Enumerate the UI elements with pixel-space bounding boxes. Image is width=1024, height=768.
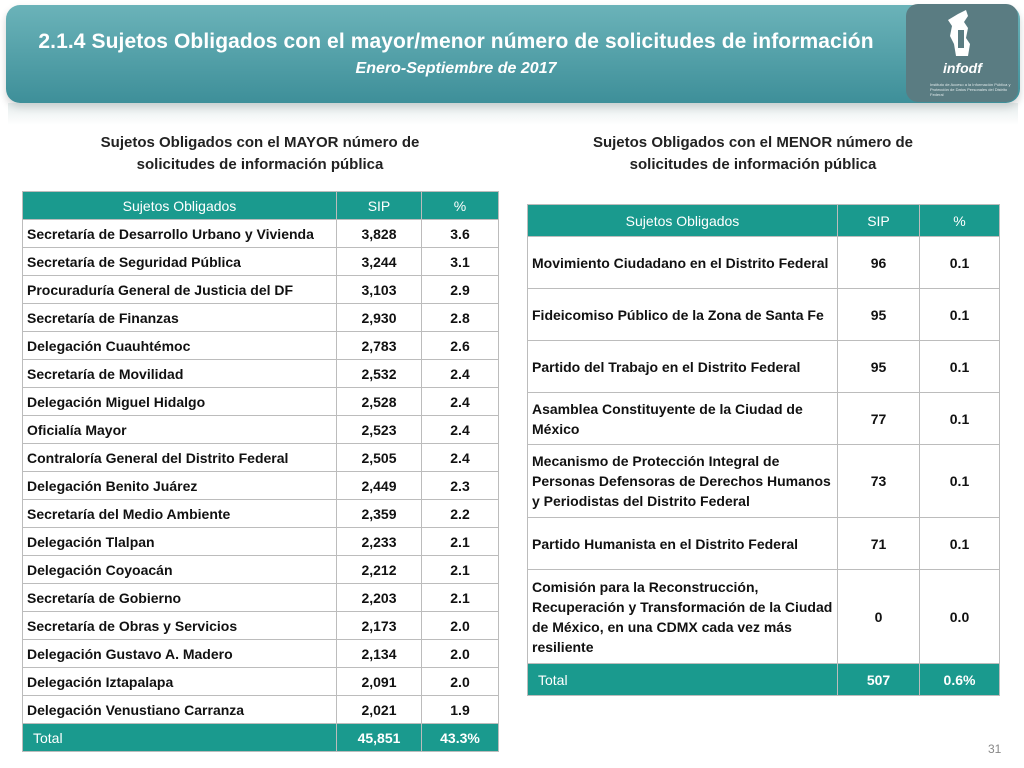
sip-cell: 3,244	[337, 248, 422, 276]
percent-cell: 0.1	[920, 445, 1000, 518]
table-row	[528, 518, 1000, 570]
percent-cell: 1.9	[422, 696, 499, 724]
sip-cell: 0	[838, 570, 920, 664]
table-row	[23, 220, 499, 248]
table-row	[23, 444, 499, 472]
entity-cell: Delegación Miguel Hidalgo	[23, 388, 337, 416]
percent-cell: 0.0	[920, 570, 1000, 664]
entity-cell: Delegación Iztapalapa	[23, 668, 337, 696]
percent-cell: 2.1	[422, 528, 499, 556]
sip-cell: 71	[838, 518, 920, 570]
sip-cell: 2,449	[337, 472, 422, 500]
entity-cell: Secretaría de Obras y Servicios	[23, 612, 337, 640]
entity-cell: Secretaría de Desarrollo Urbano y Vivienda	[23, 220, 337, 248]
entity-cell: Movimiento Ciudadano en el Distrito Federal	[528, 237, 838, 289]
entity-cell: Delegación Venustiano Carranza	[23, 696, 337, 724]
entity-cell: Delegación Benito Juárez	[23, 472, 337, 500]
percent-cell: 2.1	[422, 584, 499, 612]
left-title-line1: Sujetos Obligados con el MAYOR número de	[100, 134, 420, 151]
sip-cell: 2,359	[337, 500, 422, 528]
sip-cell: 95	[838, 341, 920, 393]
top-entities-table	[22, 191, 499, 752]
entity-cell: Delegación Cuauhtémoc	[23, 332, 337, 360]
table-row	[23, 584, 499, 612]
percent-cell: 2.0	[422, 668, 499, 696]
sip-cell: 2,203	[337, 584, 422, 612]
percent-cell: 2.4	[422, 388, 499, 416]
sip-cell: 3,828	[337, 220, 422, 248]
total-sip: 507	[838, 664, 920, 696]
page-subtitle: Enero-Septiembre de 2017	[355, 60, 557, 77]
percent-cell: 2.4	[422, 416, 499, 444]
logo-text: infodf	[943, 60, 982, 76]
table-row	[23, 500, 499, 528]
percent-cell: 2.4	[422, 360, 499, 388]
percent-cell: 2.4	[422, 444, 499, 472]
table-row	[23, 276, 499, 304]
table-row	[23, 416, 499, 444]
percent-cell: 2.2	[422, 500, 499, 528]
sip-cell: 2,505	[337, 444, 422, 472]
sip-cell: 2,930	[337, 304, 422, 332]
total-row	[528, 664, 1000, 696]
entity-cell: Secretaría de Seguridad Pública	[23, 248, 337, 276]
percent-cell: 3.1	[422, 248, 499, 276]
total-row	[23, 724, 499, 752]
table-row	[23, 360, 499, 388]
entity-cell: Delegación Gustavo A. Madero	[23, 640, 337, 668]
table-header-row	[528, 205, 1000, 237]
left-section-title	[22, 132, 498, 176]
total-sip: 45,851	[337, 724, 422, 752]
sip-cell: 2,212	[337, 556, 422, 584]
column-header-sip: SIP	[337, 192, 422, 220]
entity-cell: Contraloría General del Distrito Federal	[23, 444, 337, 472]
entity-cell: Delegación Tlalpan	[23, 528, 337, 556]
percent-cell: 0.1	[920, 518, 1000, 570]
sip-cell: 2,134	[337, 640, 422, 668]
sip-cell: 2,173	[337, 612, 422, 640]
percent-cell: 0.1	[920, 237, 1000, 289]
sip-cell: 2,091	[337, 668, 422, 696]
percent-cell: 3.6	[422, 220, 499, 248]
column-header-entity: Sujetos Obligados	[23, 192, 337, 220]
entity-cell: Secretaría de Finanzas	[23, 304, 337, 332]
header-shadow	[8, 103, 1018, 125]
entity-cell: Asamblea Constituyente de la Ciudad de México	[528, 393, 838, 445]
table-row	[23, 640, 499, 668]
sip-cell: 95	[838, 289, 920, 341]
column-header-percent: %	[920, 205, 1000, 237]
sip-cell: 2,233	[337, 528, 422, 556]
bottom-entities-table	[527, 204, 1000, 696]
page-number: 31	[988, 742, 1002, 756]
entity-cell: Oficialía Mayor	[23, 416, 337, 444]
table-row	[528, 237, 1000, 289]
table-row	[23, 696, 499, 724]
table-row	[528, 341, 1000, 393]
entity-cell: Mecanismo de Protección Integral de Personas Defensoras de Derechos Humanos y Periodistas del Distrito Federal	[528, 445, 838, 518]
logo-caption: Instituto de Acceso a la Información Pública y Protección de Datos Personales del Distrito Federal	[930, 82, 1011, 97]
table-row	[23, 248, 499, 276]
percent-cell: 2.8	[422, 304, 499, 332]
percent-cell: 2.9	[422, 276, 499, 304]
entity-cell: Comisión para la Reconstrucción, Recuperación y Transformación de la Ciudad de México, en una CDMX cada vez más resiliente	[528, 570, 838, 664]
percent-cell: 0.1	[920, 393, 1000, 445]
table-row	[528, 445, 1000, 518]
table-header-row	[23, 192, 499, 220]
table-row	[23, 472, 499, 500]
table-row	[23, 528, 499, 556]
table-row	[23, 556, 499, 584]
right-title-line1: Sujetos Obligados con el MENOR número de	[592, 134, 914, 151]
sip-cell: 3,103	[337, 276, 422, 304]
percent-cell: 0.1	[920, 341, 1000, 393]
column-header-percent: %	[422, 192, 499, 220]
sip-cell: 2,523	[337, 416, 422, 444]
sip-cell: 2,021	[337, 696, 422, 724]
table-row	[23, 388, 499, 416]
entity-cell: Delegación Coyoacán	[23, 556, 337, 584]
percent-cell: 2.0	[422, 612, 499, 640]
table-row	[23, 612, 499, 640]
percent-cell: 2.1	[422, 556, 499, 584]
table-row	[528, 289, 1000, 341]
entity-cell: Partido Humanista en el Distrito Federal	[528, 518, 838, 570]
entity-cell: Secretaría de Movilidad	[23, 360, 337, 388]
percent-cell: 2.6	[422, 332, 499, 360]
total-label: Total	[23, 724, 337, 752]
total-percent: 43.3%	[422, 724, 499, 752]
entity-cell: Procuraduría General de Justicia del DF	[23, 276, 337, 304]
header-banner	[6, 5, 1020, 103]
total-label: Total	[528, 664, 838, 696]
percent-cell: 2.3	[422, 472, 499, 500]
left-title-line2: solicitudes de información pública	[136, 156, 384, 173]
table-row	[528, 570, 1000, 664]
table-row	[23, 304, 499, 332]
percent-cell: 2.0	[422, 640, 499, 668]
percent-cell: 0.1	[920, 289, 1000, 341]
sip-cell: 2,528	[337, 388, 422, 416]
sip-cell: 2,532	[337, 360, 422, 388]
right-section-title	[527, 132, 979, 176]
entity-cell: Partido del Trabajo en el Distrito Federal	[528, 341, 838, 393]
sip-cell: 2,783	[337, 332, 422, 360]
entity-cell: Secretaría del Medio Ambiente	[23, 500, 337, 528]
entity-cell: Secretaría de Gobierno	[23, 584, 337, 612]
sip-cell: 96	[838, 237, 920, 289]
column-header-entity: Sujetos Obligados	[528, 205, 838, 237]
column-header-sip: SIP	[838, 205, 920, 237]
right-title-line2: solicitudes de información pública	[629, 156, 877, 173]
total-percent: 0.6%	[920, 664, 1000, 696]
sip-cell: 77	[838, 393, 920, 445]
page-title: 2.1.4 Sujetos Obligados con el mayor/menor número de solicitudes de información	[38, 30, 874, 53]
sip-cell: 73	[838, 445, 920, 518]
table-row	[23, 332, 499, 360]
table-row	[528, 393, 1000, 445]
entity-cell: Fideicomiso Público de la Zona de Santa Fe	[528, 289, 838, 341]
table-row	[23, 668, 499, 696]
monument-icon	[906, 4, 1018, 64]
